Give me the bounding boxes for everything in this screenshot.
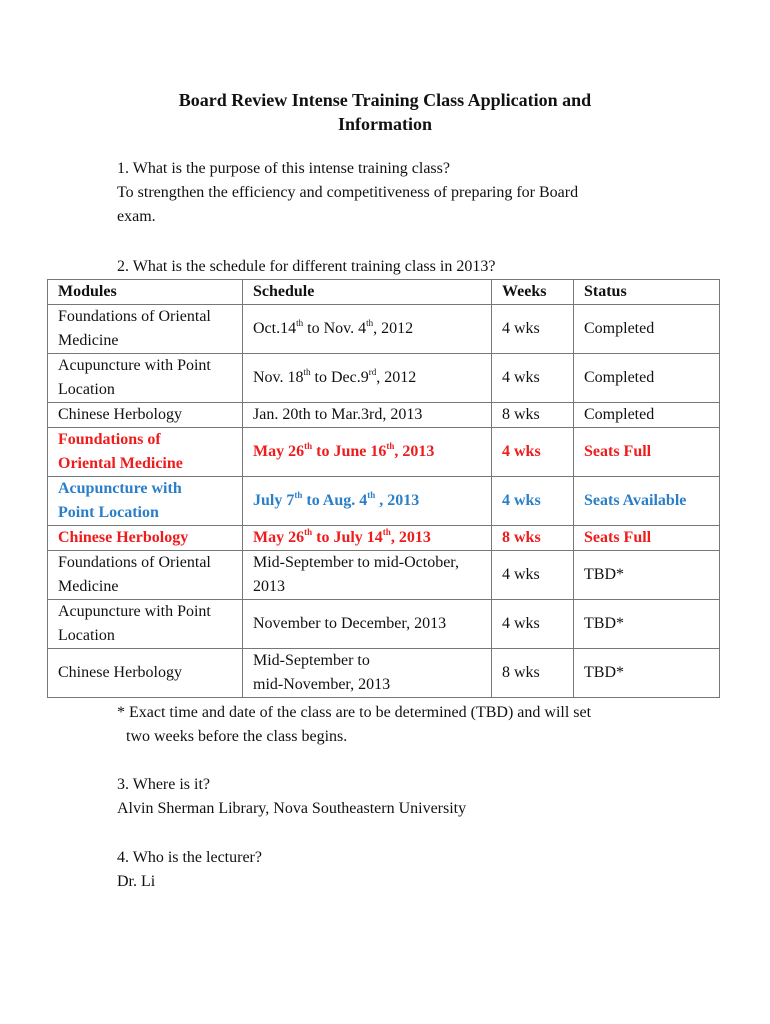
- weeks-cell: 8 wks: [492, 649, 574, 698]
- answer-1-line-2: exam.: [117, 208, 156, 225]
- document-title: [0, 88, 770, 136]
- module-cell: Acupuncture with Point Location: [48, 600, 243, 649]
- table-row: [48, 403, 720, 428]
- question-3-block: [117, 773, 677, 821]
- header-status: Status: [574, 280, 720, 305]
- table-row-highlight-red: [48, 526, 720, 551]
- header-weeks: Weeks: [492, 280, 574, 305]
- weeks-cell: 8 wks: [492, 526, 574, 551]
- question-4: 4. Who is the lecturer?: [117, 849, 262, 866]
- module-cell: Foundations of Oriental Medicine: [48, 305, 243, 354]
- status-cell: Seats Full: [574, 526, 720, 551]
- schedule-table: [47, 279, 720, 698]
- module-cell: Foundations of Oriental Medicine: [48, 428, 243, 477]
- module-cell: Chinese Herbology: [48, 649, 243, 698]
- question-1-block: [117, 157, 677, 229]
- schedule-cell: Mid-September to mid-October, 2013: [243, 551, 492, 600]
- table-row: [48, 649, 720, 698]
- module-cell: Foundations of Oriental Medicine: [48, 551, 243, 600]
- question-3: 3. Where is it?: [117, 776, 211, 793]
- schedule-cell: Mid-September to mid-November, 2013: [243, 649, 492, 698]
- header-schedule: Schedule: [243, 280, 492, 305]
- weeks-cell: 4 wks: [492, 428, 574, 477]
- status-cell: TBD*: [574, 649, 720, 698]
- table-row-highlight-blue: [48, 477, 720, 526]
- status-cell: Completed: [574, 305, 720, 354]
- status-cell: TBD*: [574, 600, 720, 649]
- answer-1-line-1: To strengthen the efficiency and competitiveness of preparing for Board: [117, 184, 579, 201]
- module-cell: Acupuncture with Point Location: [48, 354, 243, 403]
- status-cell: Completed: [574, 403, 720, 428]
- question-1: 1. What is the purpose of this intense training class?: [117, 160, 450, 177]
- weeks-cell: 8 wks: [492, 403, 574, 428]
- status-cell: TBD*: [574, 551, 720, 600]
- schedule-cell: May 26th to July 14th, 2013: [243, 526, 492, 551]
- table-header-row: [48, 280, 720, 305]
- table-row-highlight-red: [48, 428, 720, 477]
- weeks-cell: 4 wks: [492, 354, 574, 403]
- schedule-cell: Jan. 20th to Mar.3rd, 2013: [243, 403, 492, 428]
- schedule-cell: Nov. 18th to Dec.9rd, 2012: [243, 354, 492, 403]
- footnote-line-1: * Exact time and date of the class are to be determined (TBD) and will set: [117, 704, 592, 721]
- header-modules: Modules: [48, 280, 243, 305]
- module-cell: Acupuncture with Point Location: [48, 477, 243, 526]
- question-2: 2. What is the schedule for different training class in 2013?: [117, 258, 496, 275]
- title-line-1: Board Review Intense Training Class Application and: [178, 90, 592, 110]
- table-row: [48, 551, 720, 600]
- answer-4: Dr. Li: [117, 873, 156, 890]
- schedule-cell: May 26th to June 16th, 2013: [243, 428, 492, 477]
- table-row: [48, 600, 720, 649]
- question-4-block: [117, 846, 677, 894]
- schedule-cell: Oct.14th to Nov. 4th, 2012: [243, 305, 492, 354]
- table-row: [48, 305, 720, 354]
- title-line-2: Information: [338, 114, 432, 134]
- status-cell: Seats Full: [574, 428, 720, 477]
- footnote-line-2: two weeks before the class begins.: [126, 728, 348, 745]
- weeks-cell: 4 wks: [492, 477, 574, 526]
- schedule-cell: July 7th to Aug. 4th , 2013: [243, 477, 492, 526]
- module-cell: Chinese Herbology: [48, 403, 243, 428]
- table-row: [48, 354, 720, 403]
- status-cell: Completed: [574, 354, 720, 403]
- status-cell: Seats Available: [574, 477, 720, 526]
- weeks-cell: 4 wks: [492, 600, 574, 649]
- schedule-cell: November to December, 2013: [243, 600, 492, 649]
- tbd-footnote: [117, 701, 677, 749]
- weeks-cell: 4 wks: [492, 305, 574, 354]
- weeks-cell: 4 wks: [492, 551, 574, 600]
- module-cell: Chinese Herbology: [48, 526, 243, 551]
- answer-3: Alvin Sherman Library, Nova Southeastern University: [117, 800, 467, 817]
